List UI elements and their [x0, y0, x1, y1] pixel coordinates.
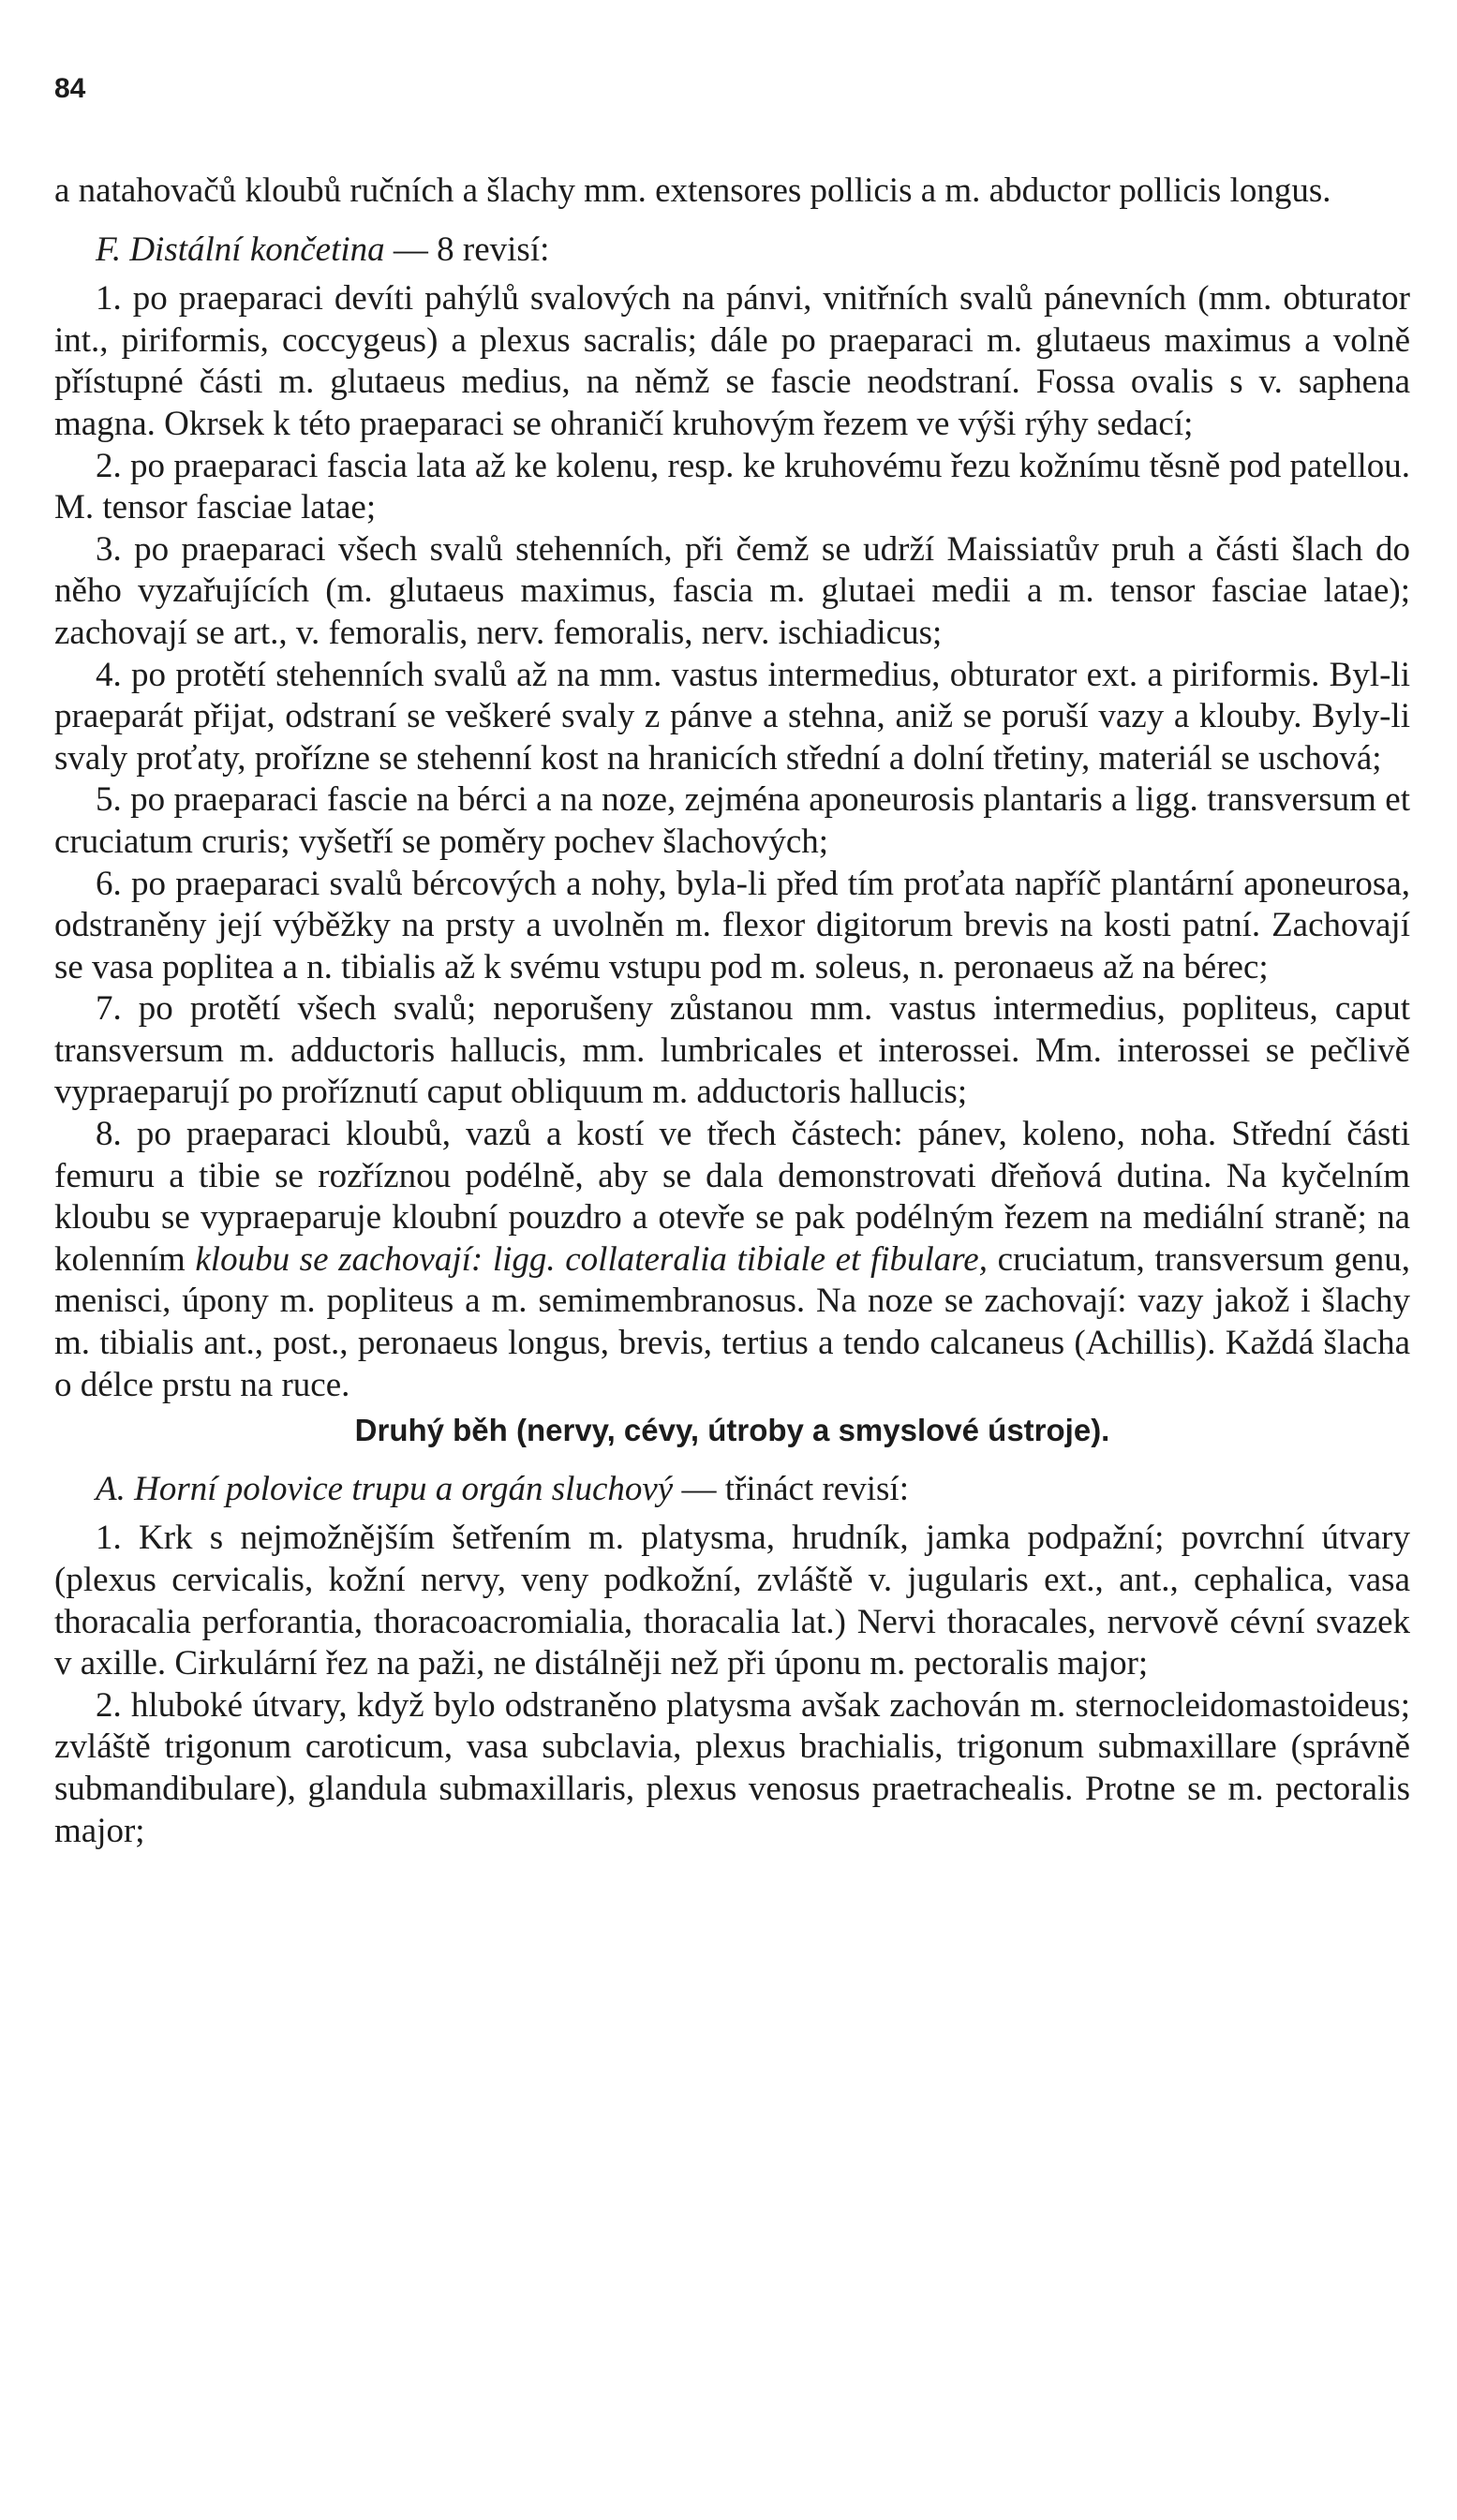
- section-heading-a: [54, 1469, 1410, 1511]
- paragraph-f8: [54, 1114, 1410, 1406]
- paragraph-a1: 1. Krk s nejmožnějším šetřením m. platysma, hrudník, jamka podpažní; povrchní útvary (plexus cervicalis, kožní nervy, veny podkožní, zvláště v. jugularis ext., ant., cephalica, vasa thoracalia perforantia, thoracoacromialia, thoracalia lat.) Nervi thoracales, nervově cévní svazek v axille. Cirkulární řez na paži, ne distálněji než při úponu m. pectoralis major;: [54, 1519, 1410, 1683]
- paragraph-continuation: a natahovačů kloubů ručních a šlachy mm. extensores pollicis a m. abductor pollicis longus.: [54, 171, 1331, 210]
- section-heading-f: [54, 230, 1410, 272]
- body-text: [54, 170, 1410, 1852]
- paragraph-f8-part1: 8. po praeparaci kloubů, vazů a kostí ve třech částech: pánev, koleno, noha. Střední části femuru a tibie se rozříznou podélně, aby se dala demonstrovati dřeňová dutina. Na kyčelním kloubu se vypraeparuje kloubní pouzdro a otevře se pak podélným řezem na mediální straně; na kolenním: [54, 1115, 1410, 1279]
- section-heading-a-count: — třináct revisí:: [673, 1469, 909, 1508]
- paragraph-f6: 6. po praeparaci svalů bércových a nohy, byla-li před tím proťata napříč plantární aponeurosa, odstraněny její výběžky na prsty a uvolněn m. flexor digitorum brevis na kosti patní. Zachovají se vasa poplitea a n. tibialis až k svému vstupu pod m. soleus, n. peronaeus až na bérec;: [54, 864, 1410, 986]
- section-heading-a-title: A. Horní polovice trupu a orgán sluchový: [96, 1469, 674, 1508]
- paragraph-f4: 4. po protětí stehenních svalů až na mm. vastus intermedius, obturator ext. a piriformis. Byl-li praeparát přijat, odstraní se veškeré svaly z pánve a stehna, aniž se poruší vazy a klouby. Byly-li svaly proťaty, prořízne se stehenní kost na hranicích střední a dolní třetiny, materiál se uschová;: [54, 655, 1410, 778]
- paragraph-f2: 2. po praeparaci fascia lata až ke kolenu, resp. ke kruhovému řezu kožnímu těsně pod patellou. M. tensor fasciae latae;: [54, 446, 1410, 527]
- paragraph-a2: 2. hluboké útvary, když bylo odstraněno platysma avšak zachován m. sternocleidomastoideus; zvláště trigonum caroticum, vasa subclavia, plexus brachialis, trigonum submaxillare (správně submandibulare), glandula submaxillaris, plexus venosus praetrachealis. Protne se m. pectoralis major;: [54, 1685, 1410, 1850]
- paragraph-f8-italic: kloubu se zachovají: ligg. collateralia tibiale et fibulare,: [195, 1239, 988, 1279]
- paragraph-f3: 3. po praeparaci všech svalů stehenních, při čemž se udrží Maissiatův pruh a části šlach do něho vyzařujících (m. glutaeus maximus, fascia m. glutaei medii a m. tensor fasciae latae); zachovají se art., v. femoralis, nerv. femoralis, nerv. ischiadicus;: [54, 529, 1410, 652]
- section-heading-f-title: F. Distální končetina: [96, 230, 385, 269]
- paragraph-f8-part2: cruciatum, transversum genu, menisci, úpony m. popliteus a m. semimembranosus. Na noze se zachovají: vazy jakož i šlachy m. tibialis ant., post., peronaeus longus, brevis, tertius a tendo calcaneus (Achillis). Každá šlacha o délce prstu na ruce.: [54, 1239, 1410, 1404]
- paragraph-f7: 7. po protětí všech svalů; neporušeny zůstanou mm. vastus intermedius, popliteus, caput transversum m. adductoris hallucis, mm. lumbricales et interossei. Mm. interossei se pečlivě vypraeparují po proříznutí caput obliquum m. adductoris hallucis;: [54, 989, 1410, 1112]
- page-number: 84: [54, 73, 86, 104]
- paragraph-f5: 5. po praeparaci fascie na bérci a na noze, zejména aponeurosis plantaris a ligg. transversum et cruciatum cruris; vyšetří se poměry pochev šlachových;: [54, 780, 1410, 861]
- paragraph-f1: 1. po praeparaci devíti pahýlů svalových na pánvi, vnitřních svalů pánevních (mm. obturator int., piriformis, coccygeus) a plexus sacralis; dále po praeparaci m. glutaeus maximus a volně přístupné části m. glutaeus medius, na němž se fascie neodstraní. Fossa ovalis s v. saphena magna. Okrsek k této praeparaci se ohraničí kruhovým řezem ve výši rýhy sedací;: [54, 279, 1410, 443]
- section-heading-f-count: — 8 revisí:: [384, 230, 550, 269]
- chapter-heading: Druhý běh (nervy, cévy, útroby a smyslové ústroje).: [354, 1413, 1110, 1448]
